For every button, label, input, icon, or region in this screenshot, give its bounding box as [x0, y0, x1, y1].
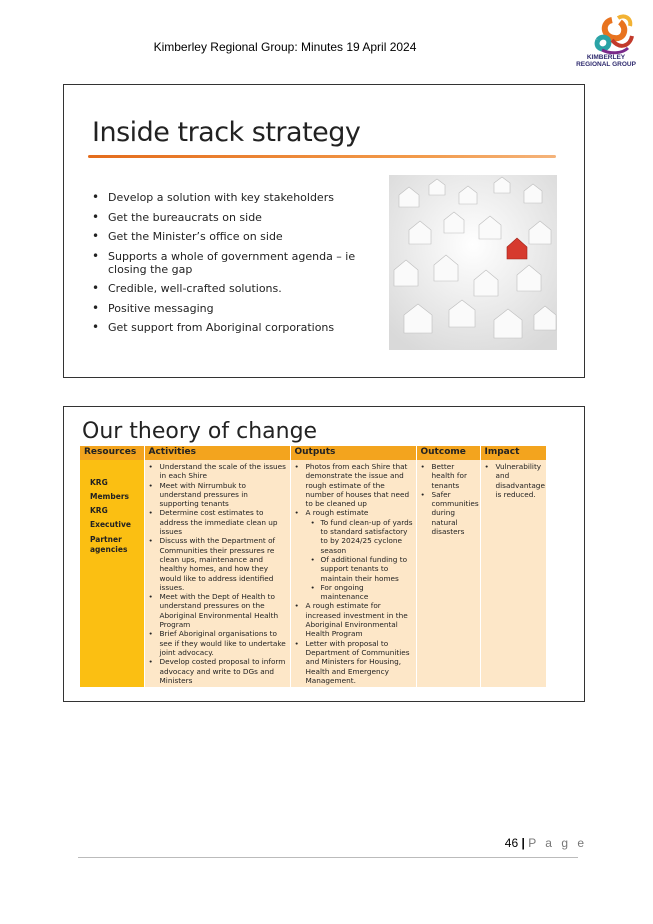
houses-image — [389, 175, 557, 350]
page-number: 46 — [504, 836, 519, 850]
header-outcome: Outcome — [416, 446, 480, 460]
impact-item: • Vulnerability and disadvantage is reduced. — [483, 462, 544, 499]
page-footer — [505, 836, 587, 850]
resources-cell — [80, 460, 144, 687]
output-subitem: • Of additional funding to support tenants to maintain their homes — [293, 555, 414, 583]
page-word: P a g e — [528, 836, 587, 850]
title-underline — [88, 155, 556, 158]
bullet-item: • Get the bureaucrats on side — [92, 211, 382, 224]
logo-line1: KIMBERLEY — [586, 54, 626, 61]
slide1-bullet-list — [92, 191, 382, 341]
activity-item: • Meet with the Dept of Health to understand pressures on the Aboriginal Environmental Health Program — [147, 592, 288, 629]
bullet-item: • Develop a solution with key stakeholders — [92, 191, 382, 204]
page-separator: | — [521, 836, 525, 850]
resource-item: KRG Executive — [90, 506, 131, 529]
header-impact: Impact — [480, 446, 546, 460]
outcome-item: • Safer communities during natural disasters — [419, 490, 478, 536]
outcome-cell — [416, 460, 480, 687]
slide1-title: Inside track strategy — [92, 117, 361, 148]
header-activities: Activities — [144, 446, 290, 460]
kimberley-logo-icon — [572, 10, 642, 80]
bullet-item: • Credible, well-crafted solutions. — [92, 282, 382, 295]
slide-inside-track — [63, 84, 585, 378]
bullet-item: • Supports a whole of government agenda – ie closing the gap — [92, 250, 382, 276]
activity-item: • Discuss with the Department of Communities their pressures re clean ups, maintenance and healthy homes, and how they would like to address identified issues. — [147, 536, 288, 592]
output-subitem: • For ongoing maintenance — [293, 583, 414, 602]
output-subitem: • To fund clean-up of yards to standard satisfactory to by 2024/25 cyclone season — [293, 518, 414, 555]
header-title: Kimberley Regional Group: Minutes 19 April 2024 — [153, 40, 417, 54]
output-item: • Photos from each Shire that demonstrate the issue and rough estimate of the number of houses that need to be cleaned up — [293, 462, 414, 508]
bullet-item: • Get support from Aboriginal corporations — [92, 321, 382, 334]
activity-item: • Brief Aboriginal organisations to see if they would like to undertake joint advocacy. — [147, 629, 288, 657]
logo-line2: REGIONAL GROUP — [576, 61, 636, 68]
header-resources: Resources — [80, 446, 144, 460]
table-row — [80, 460, 546, 687]
activity-item: • Understand the scale of the issues in each Shire — [147, 462, 288, 481]
bullet-item: • Positive messaging — [92, 302, 382, 315]
outcome-item: • Better health for tenants — [419, 462, 478, 490]
outputs-cell — [290, 460, 416, 687]
slide2-title: Our theory of change — [82, 419, 318, 444]
logo-text — [572, 54, 640, 68]
activities-cell — [144, 460, 290, 687]
impact-cell — [480, 460, 546, 687]
resource-item: KRG Members — [90, 478, 129, 501]
output-item: • Letter with proposal to Department of Communities and Ministers for Housing, Health and Emergency Management. — [293, 639, 414, 685]
slide-theory-of-change — [63, 406, 585, 702]
activity-item: • Determine cost estimates to address the immediate clean up issues — [147, 508, 288, 536]
output-item: • A rough estimate for increased investment in the Aboriginal Environmental Health Program — [293, 601, 414, 638]
footer-divider — [78, 857, 578, 858]
activity-item: • Meet with Nirrumbuk to understand pressures in supporting tenants — [147, 481, 288, 509]
table-header-row — [80, 446, 546, 460]
header-outputs: Outputs — [290, 446, 416, 460]
bullet-item: • Get the Minister’s office on side — [92, 230, 382, 243]
output-item: • A rough estimate — [293, 508, 414, 517]
resource-item: Partner agencies — [90, 535, 128, 554]
activity-item: • Develop costed proposal to inform advocacy and write to DGs and Ministers — [147, 657, 288, 685]
theory-of-change-table — [80, 446, 547, 687]
